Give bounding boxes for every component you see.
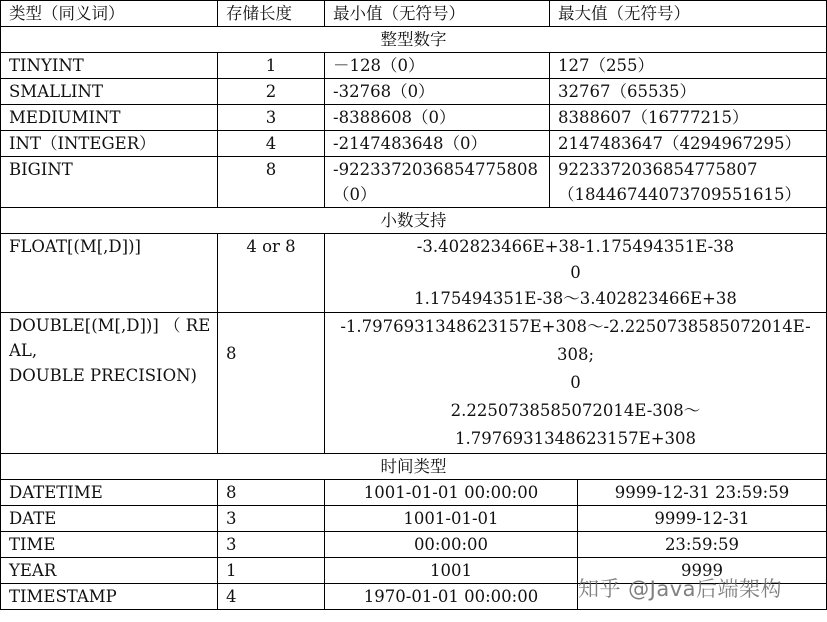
type-cell: DATETIME [1,480,218,506]
max-line: （18446744073709551615） [558,185,801,204]
table-row [1,131,827,157]
range-line: 308; [556,345,595,364]
table-row [1,79,827,105]
type-cell: INT（INTEGER） [1,131,218,157]
type-line: DOUBLE PRECISION) [9,366,197,385]
section-integer: 整型数字 [1,27,827,53]
range-line: 1.7976931348623157E+308 [454,429,697,448]
table-row [1,506,827,532]
min-cell: -8388608（0） [325,105,550,131]
type-cell: TIMESTAMP [1,584,218,610]
range-line: 0 [570,263,581,282]
section-row [1,27,827,53]
size-cell: 4 or 8 [218,234,325,313]
type-cell: FLOAT[(M[,D])] [1,234,218,313]
min-cell: -2147483648（0） [325,131,550,157]
min-line: -9223372036854775808 [333,160,539,179]
max-cell: 23:59:59 [578,532,827,558]
min-cell: －128（0） [325,53,550,79]
range-cell [325,313,827,454]
table-row [1,532,827,558]
size-value: 8 [226,344,237,363]
table-row [1,105,827,131]
range-line: 2.2250738585072014E-308～ [450,401,701,420]
max-cell: 9999-12-31 23:59:59 [578,480,827,506]
range-line: 0 [570,373,581,392]
min-cell: 1970-01-01 00:00:00 [325,584,578,610]
section-decimal: 小数支持 [1,208,827,234]
type-cell: SMALLINT [1,79,218,105]
header-row [1,1,827,27]
watermark: 知乎 @Java后端架构 [578,577,783,601]
type-cell: DATE [1,506,218,532]
type-line: AL, [9,341,38,360]
size-cell: 8 [218,157,325,208]
size-cell: 8 [218,480,325,506]
max-cell: 8388607（16777215） [550,105,827,131]
max-cell: 9999 [578,558,827,584]
table-row [1,157,827,208]
max-cell: 9999-12-31 [578,506,827,532]
range-line: 1.175494351E-38～3.402823466E+38 [414,289,737,308]
max-cell: 32767（65535） [550,79,827,105]
range-line: -1.7976931348623157E+308～-2.2250738585072014E- [340,317,811,336]
max-cell: 2147483647（4294967295） [550,131,827,157]
header-size: 存储长度 [218,1,325,27]
size-cell: 1 [218,53,325,79]
table-row [1,53,827,79]
header-min: 最小值（无符号） [325,1,550,27]
type-cell: TINYINT [1,53,218,79]
table-row [1,584,827,610]
section-time: 时间类型 [1,454,827,480]
type-cell: BIGINT [1,157,218,208]
min-cell [325,157,550,208]
type-cell: YEAR [1,558,218,584]
type-line: DOUBLE[(M[,D])] （ RE [9,316,211,335]
min-cell: 1001 [325,558,578,584]
size-cell: 4 [218,131,325,157]
table-row [1,480,827,506]
table-row [1,558,827,584]
table-row [1,313,827,454]
section-row [1,454,827,480]
size-cell: 1 [218,558,325,584]
section-row [1,208,827,234]
range-cell [325,234,827,313]
size-cell: 4 [218,584,325,610]
table-row [1,234,827,313]
size-cell: 2 [218,79,325,105]
min-cell: 1001-01-01 [325,506,578,532]
size-cell: 3 [218,105,325,131]
min-cell: -32768（0） [325,79,550,105]
header-max: 最大值（无符号） [550,1,827,27]
size-cell: 3 [218,506,325,532]
size-cell: 3 [218,532,325,558]
type-cell: TIME [1,532,218,558]
range-line: -3.402823466E+38-1.175494351E-38 [416,237,735,256]
min-cell: 00:00:00 [325,532,578,558]
type-cell: MEDIUMINT [1,105,218,131]
type-cell [1,313,218,454]
min-line: （0） [333,185,377,204]
size-cell [218,313,325,454]
max-cell [578,584,827,610]
header-type: 类型（同义词） [1,1,218,27]
min-cell: 1001-01-01 00:00:00 [325,480,578,506]
max-cell [550,157,827,208]
max-cell: 127（255） [550,53,827,79]
max-line: 9223372036854775807 [558,160,758,179]
